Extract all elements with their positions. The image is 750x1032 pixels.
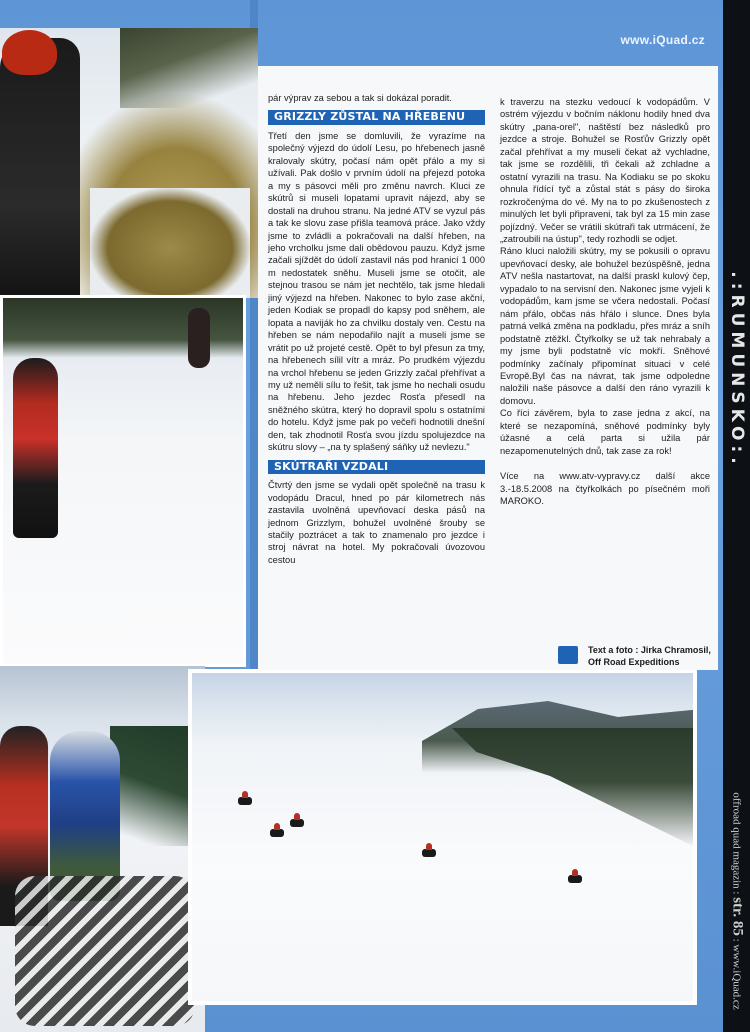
- photo-distant-person: [188, 308, 210, 368]
- photo-atv-riders: [0, 666, 205, 1032]
- photo-snowy-slope: [0, 295, 246, 667]
- snowmobile: [290, 819, 304, 827]
- photo-trees: [120, 28, 258, 108]
- footer-text: [728, 792, 745, 1009]
- article-text-panel: [258, 66, 718, 670]
- article-paragraph: Čtvrtý den jsme se vydali opět společně na trasu k vodopádu Dracul, hned po pár kilometrech nás zastavila uvolněná upevňovací deska pásů na jednom Grizzlym, bohužel uvolněné šrouby se stačily poztrácet a tak to znamenalo pro jezdce i stroj návrat na hotel. My pokračovali úvozovou cestou: [268, 480, 485, 565]
- magazine-url: www.iQuad.cz: [620, 33, 705, 47]
- article-paragraph: Více na www.atv-vypravy.cz další akce 3.-18.5.2008 na čtyřkolkách po písečném moři MAROKO.: [500, 471, 710, 507]
- photo-atv-track: [15, 876, 195, 1026]
- article-paragraph: Třetí den jsme se domluvili, že vyrazíme na společný výjezd do údolí Lesu, po hřebenech jasně kralovaly skútry, počasí nám opět přálo a my si užívali. Pak došlo v prvním údolí na přejezd potoka a my s pásovci měli pro změnu navrch. Kluci ze skútrů si museli lopatami upravit nájezd, aby se dostali na druhou stranu. Na jedné ATV se vyzul pás a tak ke slovu zase přišla teamová práce. Jako vždy jsme to zvládli a pokračovali na další hřeben, na jeho vrcholku jsme dali obědovou pauzu. Když jsme začali sjíždět do údolí zastavil nás pod hranicí 1 000 m nedostatek sněhu. Museli jsme se otočit, ale stejnou trasou se nám jet nechtělo, tak jsme hledali jiný výjezd na hřeben. Nakonec to bylo zase akční, jeden Kodiak se propadl do kapsy pod sněhem, ale lopata a naviják ho za chvilku dostaly ven. Cestu na hřeben se nám nepodařilo najít a museli jsme se vrátit po už projeté cestě. Opět to byl přesun za tmy, na hřebenech sílil vítr a mráz. Po prudkém výjezdu na vrchol hřebenu se jeden Grizzly začal přehřívat a my už neměli sílu to řešit, tak jsme ho nechali osudu na hřebenu. Jeho jezdec Rosťa přesedl na sněžného skútra, který ho dopravil spolu s ostatními do hotelu. Když jsme pak po večeři hodnotili dnešní den, tak zhodnotil Rosťa svou jízdu spolujezdce na skútru slovy – „na ty splašený sáňky už nevlezu.": [268, 130, 485, 453]
- footer-prefix: offroad quad magazin :: [730, 792, 742, 898]
- credit-line: Text a foto : Jirka Chramosil,: [588, 645, 711, 655]
- photo-river-crossing: [0, 28, 258, 298]
- photo-stream: [90, 188, 250, 298]
- article-paragraph: Ráno kluci naložili skútry, my se pokusili o opravu upevňovací desky, ale bohužel bezúspěšně, jedna ATV nešla nastartovat, na další praskl kulový čep, vypadalo to na servisní den. Nakonec jsme vyjeli k vodopádům, kam jsme se včera nedostali. Počasí nám přálo, občas nás hřálo i slunce. Dnes byla patrná velká změna na podkladu, přes mráz a sníh podstatně ztěžkl. Čtyřkolky se už tak nehrabaly a my jsme byli podstatně víc mokří. Sněhové podmínky začínaly připomínat situaci v celé Evropě.Byl čas na návrat, tak jsme odpoledne naložili naše pásovce a další den ráno vyrazili k domovu.: [500, 246, 710, 406]
- article-paragraph: pár výprav za sebou a tak si dokázal poradit.: [268, 93, 452, 103]
- article-column-left: [268, 92, 485, 566]
- page-footer: [723, 770, 750, 1032]
- article-paragraph: k traverzu na stezku vedoucí k vodopádům. V ostrém výjezdu v bočním náklonu hodily hned dva skútry „pana-orel", naštěstí bez následků pro jezdce a stroje. Bohužel se Rosťův Grizzly opět začal přehřívat a my museli čekat až vychladne, tak jsme se rozdělili, tři čekali až zchladne a ostatní vyrazili na trasu. Na Kodiaku se po skoku ohnula řídící tyč a zůstal stát s pásy do široka rozkročenýma do vé. My na to po zkušenostech z minulých let byli připraveni, tak byl za 15 min zase pojízdný. Večer se vrátili skútraři tak utrmácení, že „zatroubili na ústup", tedy rozhodli se odjet.: [500, 97, 710, 244]
- photo-forest: [452, 728, 697, 848]
- credit-line: Off Road Expeditions: [588, 657, 680, 667]
- article-column-right: [500, 96, 710, 508]
- section-heading: GRIZZLY ZŮSTAL NA HŘEBENU: [268, 110, 485, 124]
- snowmobile: [238, 797, 252, 805]
- snowmobile: [422, 849, 436, 857]
- snowmobile: [568, 875, 582, 883]
- photo-rider: [0, 38, 80, 298]
- photo-helmet: [2, 30, 57, 75]
- page-number: str. 85: [729, 897, 745, 936]
- photo-person-red-jacket: [13, 358, 58, 538]
- section-tab: [723, 240, 750, 500]
- photo-sky: [0, 666, 205, 718]
- snowmobile: [270, 829, 284, 837]
- photo-snowfield-panorama: [188, 669, 697, 1005]
- section-heading: SKÚTRAŘI VZDALI: [268, 460, 485, 474]
- footer-suffix: : www.iQuad.cz: [730, 935, 742, 1010]
- article-paragraph: Co říci závěrem, byla to zase jedna z akcí, na které se nezapomíná, sněhové podmínky byly úžasné a celá parta si užila pár nezapomenutelných dnů, tak zase za rok!: [500, 408, 710, 456]
- section-title: .:RUMUNSKO:.: [726, 271, 747, 469]
- photo-credit-icon: [558, 646, 578, 664]
